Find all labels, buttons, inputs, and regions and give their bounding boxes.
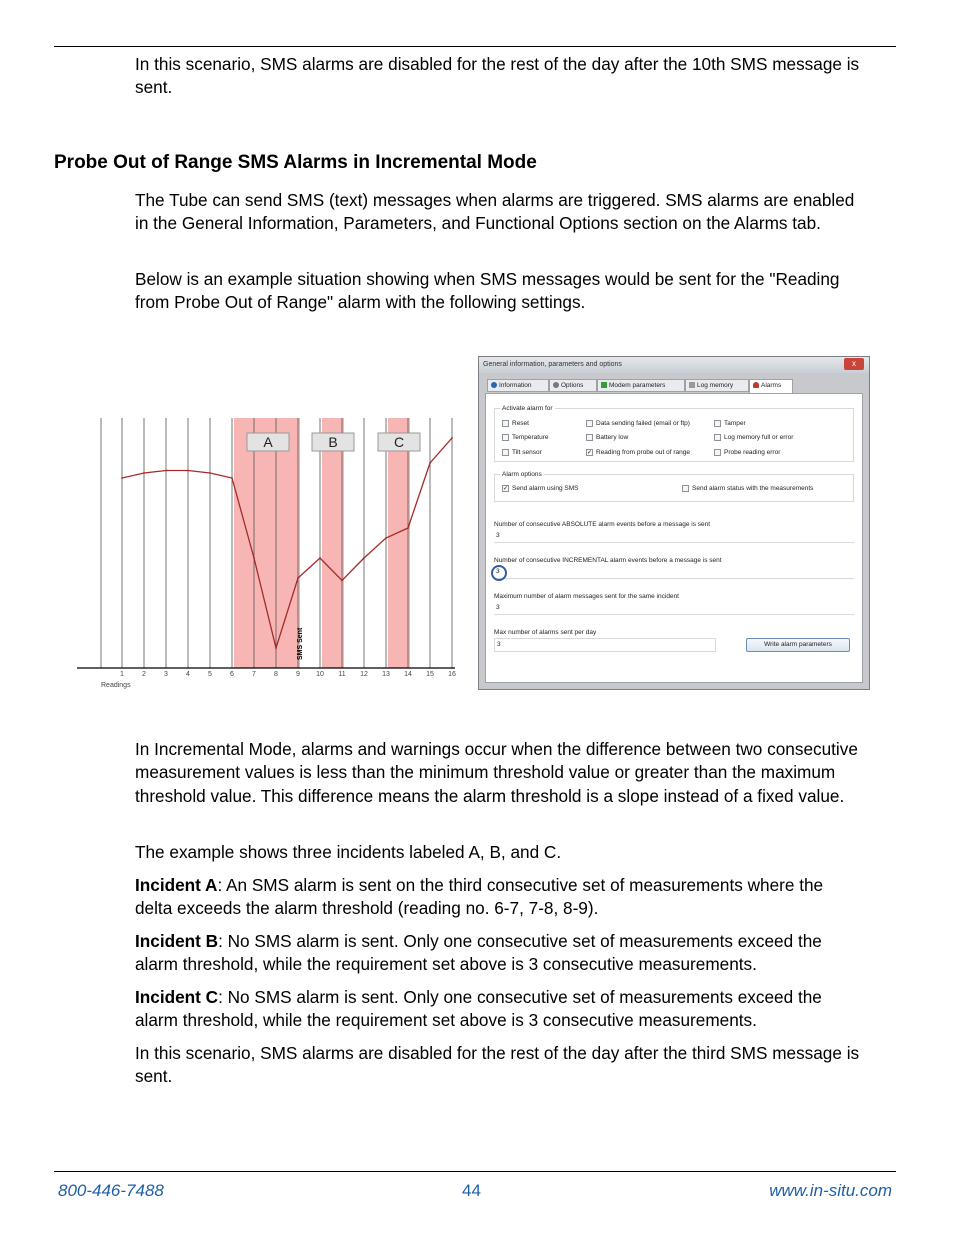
data-point (341, 580, 343, 582)
alarm-checkbox-label: Temperature (512, 434, 549, 441)
x-tick-label: 1 (120, 671, 124, 678)
alarm-checkbox-label: Tamper (724, 420, 746, 427)
section-heading: Probe Out of Range SMS Alarms in Incremental Mode (54, 152, 537, 173)
data-point (275, 647, 277, 649)
data-point (385, 537, 387, 539)
footer-phone: 800-446-7488 (58, 1181, 164, 1200)
sms-sent-annotation: SMS Sent (297, 627, 304, 660)
tab-information[interactable] (487, 379, 549, 392)
data-point (363, 557, 365, 559)
max-incident-field[interactable]: 3 (494, 602, 854, 615)
alarm-checkbox[interactable] (502, 434, 509, 441)
data-point (143, 472, 145, 474)
highlight-circle (491, 565, 507, 581)
x-tick-label: 10 (316, 671, 324, 678)
alarm-checkbox[interactable] (714, 434, 721, 441)
incident-a-text: : An SMS alarm is sent on the third consecutive set of measurements where the delta exceeds the alarm threshold (reading no. 6-7, 7-8, 8-9). (135, 875, 824, 919)
info-icon (491, 382, 497, 388)
incident-c-text: : No SMS alarm is sent. Only one consecutive set of measurements exceed the alarm threshold, while the requirement set above is 3 consecutive measurements. (135, 987, 822, 1031)
footer-website[interactable]: www.in-situ.com (769, 1181, 892, 1200)
alarm-checkbox-label: Tilt sensor (512, 449, 542, 456)
alarm-options-heading: Alarm options (502, 471, 542, 478)
tab-options[interactable] (549, 379, 597, 392)
footer-rule (54, 1171, 896, 1172)
alarm-checkbox[interactable]: ✓ (587, 450, 593, 456)
paragraph-incident-c (135, 986, 865, 1033)
paragraph-example: Below is an example situation showing when SMS messages would be sent for the "Reading from Probe Out of Range" alarm with the following settings. (135, 269, 840, 313)
max-per-day-field[interactable]: 3 (494, 638, 716, 652)
incremental-alarm-chart (75, 408, 457, 693)
incident-band-a (234, 418, 300, 668)
x-tick-label: 4 (186, 671, 190, 678)
paragraph-scenario: In this scenario, SMS alarms are disabled for the rest of the day after the third SMS message is sent. (135, 1043, 860, 1087)
x-tick-label: 14 (404, 671, 412, 678)
activate-alarm-heading: Activate alarm for (502, 405, 553, 412)
tab-modem-parameters[interactable] (597, 379, 685, 392)
footer-page-number: 44 (462, 1181, 481, 1200)
alarm-checkbox[interactable] (586, 434, 593, 441)
data-point (209, 472, 211, 474)
data-point (165, 470, 167, 472)
incident-b-text: : No SMS alarm is sent. Only one consecutive set of measurements exceed the alarm threshold, while the requirement set above is 3 consecutive measurements. (135, 931, 822, 975)
status-option-label: Send alarm status with the measurements (692, 485, 814, 492)
incident-b-label: Incident B (135, 931, 219, 951)
x-tick-label: 6 (230, 671, 234, 678)
sms-option-checkbox[interactable]: ✓ (503, 486, 509, 492)
absolute-events-label: Number of consecutive ABSOLUTE alarm events before a message is sent (494, 521, 711, 528)
tab-log-memory[interactable] (685, 379, 749, 392)
x-tick-label: 2 (142, 671, 146, 678)
max-incident-label: Maximum number of alarm messages sent for the same incident (494, 593, 679, 600)
paragraph-incident-b (135, 930, 865, 977)
incident-label-a: A (263, 434, 273, 450)
incremental-events-label: Number of consecutive INCREMENTAL alarm events before a message is sent (494, 557, 722, 564)
gear-icon (553, 382, 559, 388)
x-tick-label: 8 (274, 671, 278, 678)
alarms-panel (485, 393, 863, 683)
alarm-settings-dialog (478, 356, 870, 690)
data-point (231, 477, 233, 479)
memory-icon (689, 382, 695, 388)
tab-log-label: Log memory (697, 382, 734, 389)
bell-icon (753, 382, 759, 388)
paragraph-incident-a (135, 874, 865, 921)
alarm-checkbox-label: Reset (512, 420, 529, 427)
dialog-title: General information, parameters and options (483, 361, 622, 368)
alarm-checkbox[interactable] (586, 420, 593, 427)
tab-options-label: Options (561, 382, 584, 389)
modem-icon (601, 382, 607, 388)
alarm-checkbox[interactable] (502, 420, 509, 427)
data-point (451, 437, 453, 439)
header-rule (54, 46, 896, 47)
intro-paragraph: In this scenario, SMS alarms are disabled for the rest of the day after the 10th SMS message is sent. (135, 54, 860, 98)
data-point (121, 477, 123, 479)
paragraph-sms-intro: The Tube can send SMS (text) messages when alarms are triggered. SMS alarms are enabled in the General Information, Parameters, and Functional Options section on the Alarms tab. (135, 190, 855, 234)
paragraph-incremental-mode: In Incremental Mode, alarms and warnings occur when the difference between two consecutive measurement values is less than the minimum threshold value or greater than the maximum threshold value. This difference means the alarm threshold is a slope instead of a fixed value. (135, 739, 858, 806)
data-point (319, 557, 321, 559)
alarm-checkbox-label: Probe reading error (724, 449, 781, 456)
incident-band-c (388, 418, 410, 668)
write-alarm-parameters-button[interactable]: Write alarm parameters (746, 638, 850, 652)
x-tick-label: 9 (296, 671, 300, 678)
status-option-checkbox[interactable] (682, 485, 689, 492)
alarm-checkbox[interactable] (714, 449, 721, 456)
alarm-checkbox-label: Reading from probe out of range (596, 449, 690, 456)
incident-c-label: Incident C (135, 987, 219, 1007)
x-tick-label: 13 (382, 671, 390, 678)
data-point (253, 557, 255, 559)
alarm-checkbox-label: Log memory full or error (724, 434, 794, 441)
incremental-events-field[interactable]: 3 (494, 566, 854, 579)
x-tick-label: 5 (208, 671, 212, 678)
data-point (407, 527, 409, 529)
absolute-events-field[interactable]: 3 (494, 530, 854, 543)
x-axis-label: Readings (101, 682, 131, 689)
data-point (187, 470, 189, 472)
incident-a-label: Incident A (135, 875, 218, 895)
x-tick-label: 7 (252, 671, 256, 678)
tab-alarms[interactable] (749, 379, 793, 393)
max-per-day-label: Max number of alarms sent per day (494, 629, 597, 636)
x-tick-label: 12 (360, 671, 368, 678)
incident-label-b: B (328, 434, 338, 450)
tab-alarms-label: Alarms (761, 382, 782, 389)
data-point (297, 577, 299, 579)
sms-option-label: Send alarm using SMS (512, 485, 579, 492)
alarm-checkbox[interactable] (502, 449, 509, 456)
alarm-checkbox-label: Data sending failed (email or ftp) (596, 420, 690, 427)
x-tick-label: 16 (448, 671, 456, 678)
x-tick-label: 11 (338, 671, 346, 678)
tab-information-label: Information (499, 382, 532, 389)
x-tick-label: 3 (164, 671, 168, 678)
incident-band-b (322, 418, 344, 668)
tab-modem-label: Modem parameters (609, 382, 666, 389)
x-tick-label: 15 (426, 671, 434, 678)
close-button[interactable]: x (844, 358, 864, 370)
paragraph-incidents: The example shows three incidents labeled A, B, and C. (135, 842, 562, 862)
alarm-checkbox[interactable] (714, 420, 721, 427)
dialog-titlebar (479, 357, 869, 373)
alarm-checkbox-label: Battery low (596, 434, 629, 441)
data-point (429, 462, 431, 464)
incident-label-c: C (393, 434, 405, 450)
